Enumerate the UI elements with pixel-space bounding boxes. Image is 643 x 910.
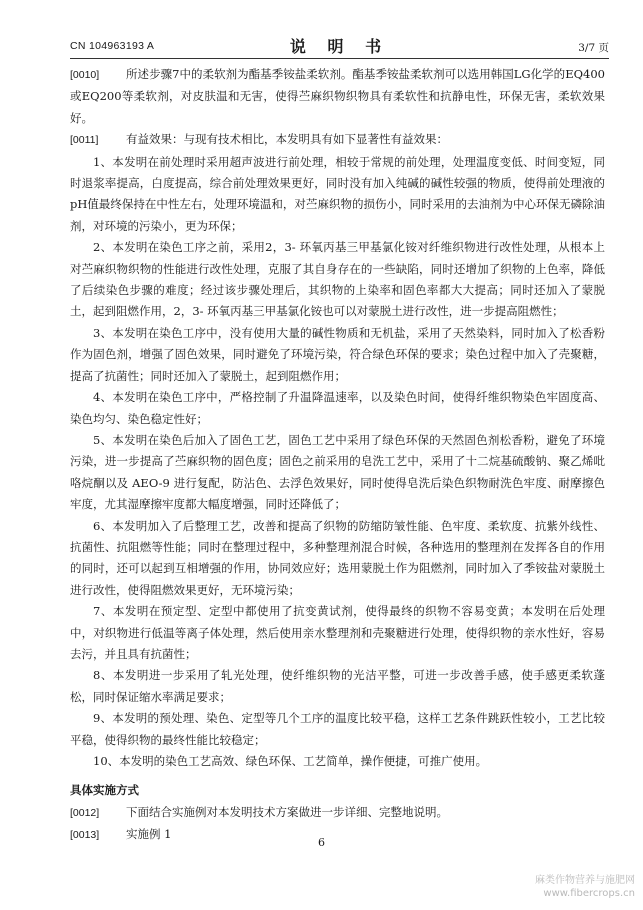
patent-number: CN 104963193 A <box>70 40 155 52</box>
paragraph-0010 <box>70 64 605 129</box>
watermark-line-1: 麻类作物营养与施肥网 <box>535 875 635 886</box>
paragraph-text: 下面结合实施例对本发明技术方案做进一步详细、完整地说明。 <box>126 804 448 819</box>
paragraph-0012 <box>70 802 605 824</box>
benefit-item-4: 4、本发明在染色工序中，严格控制了升温降温速率，以及染色时间，使得纤维织物染色牢固度高、染色均匀、染色稳定性好； <box>70 390 605 426</box>
paragraph-text: 实施例 1 <box>126 827 172 842</box>
benefit-item-1: 1、本发明在前处理时采用超声波进行前处理，相较于常规的前处理，处理温度变低、时间变短，同时退浆率提高，白度提高，综合前处理效果更好，同时没有加入纯碱的碱性较强的物质，使得前处理液的pH值最终保持在中性左右，处理环境温和，对苎麻织物的损伤小，同时采用的去油剂为中心环保无磷除油剂，对环境的污染小，更为环保； <box>70 154 605 233</box>
benefit-item-9: 9、本发明的预处理、染色、定型等几个工序的温度比较平稳，这样工艺条件跳跃性较小，工艺比较平稳，使得织物的最终性能比较稳定； <box>70 711 605 747</box>
paragraph-text: 有益效果：与现有技术相比，本发明具有如下显著性有益效果： <box>126 132 448 147</box>
paragraph-number: [0011] <box>70 134 99 147</box>
benefit-item-5: 5、本发明在染色后加入了固色工艺，固色工艺中采用了绿色环保的天然固色剂松香粉，避免了环境污染，进一步提高了苎麻织物的固色度；固色之前采用的皂洗工艺中，采用了十二烷基硫酸钠、聚乙烯吡咯烷酮以及 AEO-9 进行复配，防沾色、去浮色效果好，同时使得皂洗后染色织物耐洗色牢度、耐摩擦色牢度，尤其湿摩擦牢度都大幅度增强，同时还降低了； <box>70 432 605 512</box>
watermark-line-2: www.fibercrops.cn <box>543 888 635 899</box>
benefit-item-6: 6、本发明加入了后整理工艺，改善和提高了织物的防缩防皱性能、色牢度、柔软度、抗紫外线性、抗菌性、抗阻燃等性能；同时在整理过程中，多种整理剂混合时候，各种选用的整理剂在发挥各自的作用的同时，还可以起到互相增强的作用，协同效应好；选用蒙脱土作为阻燃剂，同时加入了季铵盐对蒙脱土进行改性，使得阻燃效果更好，无环境污染； <box>70 518 605 597</box>
benefit-item-2: 2、本发明在染色工序之前，采用2，3- 环氧丙基三甲基氯化铵对纤维织物进行改性处理，从根本上对苎麻织物织物的性能进行改性处理，克服了其自身存在的一些缺陷，同时还增加了织物的上色率，降低了后续染色步骤的难度；经过该步骤处理后，其织物的上染率和固色率都大大提高；同时还加入了蒙脱土，起到阻燃作用，2，3- 环氧丙基三甲基氯化铵也可以对蒙脱土进行改性，进一步提高阻燃性； <box>70 240 605 319</box>
paragraph-text: 所述步骤7中的柔软剂为酯基季铵盐柔软剂。酯基季铵盐柔软剂可以选用韩国LG化学的EQ400或EQ200等柔软剂，对皮肤温和无害，使得苎麻织物织物具有柔软性和抗静电性，环保无害，柔软效果好。 <box>70 67 605 125</box>
paragraph-number: [0013] <box>70 829 100 842</box>
benefit-item-3: 3、本发明在染色工序中，没有使用大量的碱性物质和无机盐，采用了天然染料，同时加入了松香粉作为固色剂，增强了固色效果，同时避免了环境污染，符合绿色环保的要求；染色过程中加入了壳聚糖，提高了抗菌性；同时还加入了蒙脱土，起到阻燃作用； <box>70 325 605 383</box>
paragraph-0011 <box>70 129 605 151</box>
page-indicator: 3/7 页 <box>578 42 609 54</box>
benefit-item-7: 7、本发明在预定型、定型中都使用了抗变黄试剂，使得最终的织物不容易变黄；本发明在后处理中，对织物进行低温等离子体处理，然后使用亲水整理剂和壳聚糖进行处理，使得织物的亲水性好，容易去污，并且具有抗菌性； <box>70 604 605 661</box>
page-number: 6 <box>318 836 325 849</box>
page-header <box>70 34 609 59</box>
benefit-item-8: 8、本发明进一步采用了轧光处理，使纤维织物的光洁平整，可进一步改善手感，使手感更柔软蓬松，同时保证缩水率满足要求； <box>70 668 605 704</box>
paragraph-number: [0012] <box>70 806 100 819</box>
paragraph-number: [0010] <box>70 69 100 81</box>
watermark <box>535 874 635 900</box>
document-body <box>70 64 605 847</box>
document-title: 说 明 书 <box>289 37 390 56</box>
section-heading: 具体实施方式 <box>70 783 139 798</box>
benefit-item-10: 10、本发明的染色工艺高效、绿色环保、工艺简单，操作便捷，可推广使用。 <box>93 754 488 768</box>
